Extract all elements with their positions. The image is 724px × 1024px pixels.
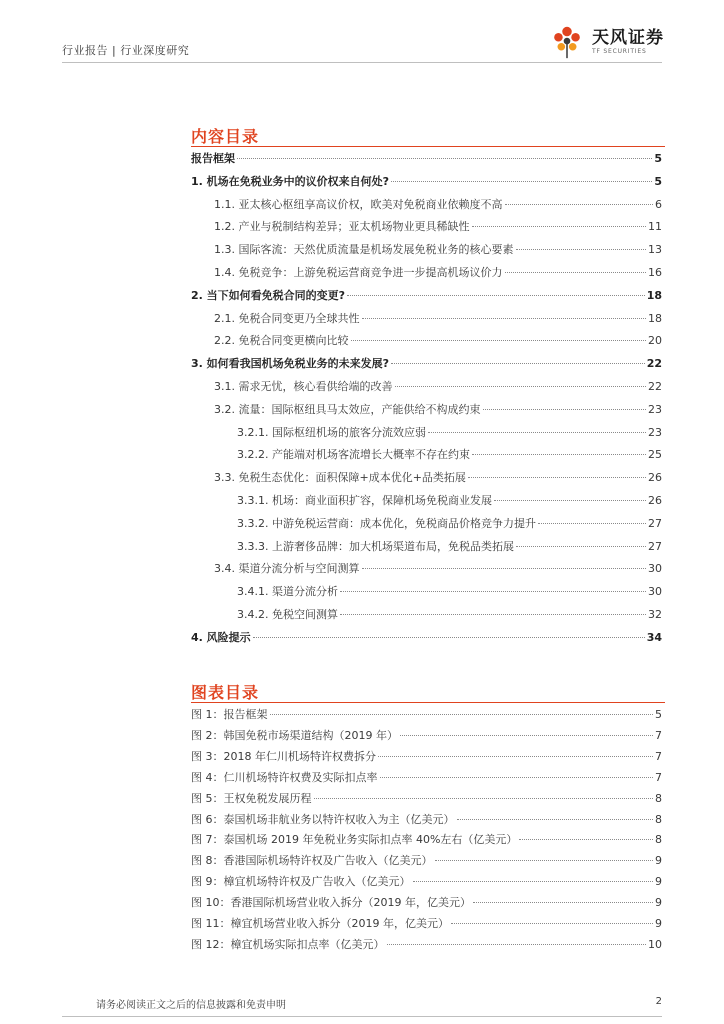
contents-label: 3.4.1. 渠道分流分析 <box>237 585 338 599</box>
dot-leader <box>340 591 646 592</box>
dot-leader <box>237 158 652 159</box>
contents-page-number: 23 <box>648 425 662 439</box>
contents-page-number: 23 <box>648 402 662 416</box>
contents-label: 3.1. 需求无忧，核心看供给端的改善 <box>214 380 393 393</box>
figures-page-number: 7 <box>655 749 662 763</box>
dot-leader <box>516 249 647 250</box>
contents-page-number: 34 <box>646 630 662 644</box>
figures-label: 图 6：泰国机场非航业务以特许权收入为主（亿美元） <box>191 812 455 826</box>
contents-label: 3.4. 渠道分流分析与空间测算 <box>214 562 360 576</box>
contents-row[interactable] <box>214 198 662 212</box>
figures-page-number: 8 <box>655 812 662 826</box>
contents-page-number: 26 <box>648 494 662 507</box>
contents-row[interactable] <box>214 403 662 417</box>
page-number: 2 <box>655 996 662 1007</box>
contents-page-number: 30 <box>648 562 662 576</box>
contents-row[interactable] <box>191 289 662 303</box>
dot-leader <box>435 860 654 861</box>
contents-row[interactable] <box>237 426 662 440</box>
contents-row[interactable] <box>237 585 662 599</box>
figures-row[interactable] <box>191 938 662 952</box>
figures-page-number: 9 <box>655 875 662 889</box>
contents-title: 内容目录 <box>191 127 260 146</box>
contents-row[interactable] <box>214 471 662 485</box>
figures-page-number: 8 <box>655 791 662 805</box>
dot-leader <box>538 523 646 524</box>
contents-page-number: 20 <box>648 334 662 348</box>
contents-page-number: 18 <box>646 288 662 302</box>
contents-row[interactable] <box>237 494 662 508</box>
dot-leader <box>413 881 654 882</box>
contents-row[interactable] <box>191 357 662 371</box>
dot-leader <box>270 714 654 715</box>
footer-disclaimer: 请务必阅读正文之后的信息披露和免责申明 <box>96 1000 286 1011</box>
company-logo <box>548 22 664 62</box>
dot-leader <box>457 819 654 820</box>
contents-page-number: 30 <box>648 585 662 599</box>
figures-label: 图 5：王权免税发展历程 <box>191 791 312 805</box>
contents-row[interactable] <box>237 608 662 622</box>
figures-page-number: 9 <box>655 854 662 868</box>
contents-label: 2.2. 免税合同变更横向比较 <box>214 334 349 348</box>
dot-leader <box>472 226 647 227</box>
flower-logo-icon <box>548 23 586 61</box>
figures-row[interactable] <box>191 896 662 910</box>
contents-page-number: 13 <box>648 243 662 257</box>
figures-label: 图 9：樟宜机场特许权及广告收入（亿美元） <box>191 875 411 889</box>
dot-leader <box>519 839 653 840</box>
dot-leader <box>516 546 646 547</box>
dot-leader <box>400 735 653 736</box>
contents-label: 3.2. 流量：国际枢纽具马太效应，产能供给不构成约束 <box>214 402 481 416</box>
figures-label: 图 7：泰国机场 2019 年免税业务实际扣点率 40%左右（亿美元） <box>191 833 518 847</box>
contents-page-number: 32 <box>648 608 662 621</box>
contents-label: 3.3.3. 上游奢侈品牌：加大机场渠道布局，免税品类拓展 <box>237 539 514 553</box>
contents-row[interactable] <box>214 334 662 348</box>
figures-row[interactable] <box>191 917 662 931</box>
contents-label: 3.4.2. 免税空间测算 <box>237 608 338 621</box>
figures-page-number: 7 <box>655 728 662 742</box>
contents-row[interactable] <box>214 243 662 257</box>
figures-row[interactable] <box>191 771 662 785</box>
contents-title-rule <box>191 146 665 147</box>
header-rule <box>62 62 662 63</box>
figures-page-number: 9 <box>655 917 662 930</box>
dot-leader <box>380 777 654 778</box>
contents-page-number: 27 <box>648 539 662 553</box>
dot-leader <box>253 637 645 638</box>
dot-leader <box>472 454 646 455</box>
figures-row[interactable] <box>191 792 662 806</box>
contents-row[interactable] <box>214 266 662 280</box>
figures-label: 图 1：报告框架 <box>191 708 268 721</box>
header-breadcrumb: 行业报告 | 行业深度研究 <box>62 44 190 57</box>
figures-row[interactable] <box>191 875 662 889</box>
contents-label: 3. 如何看我国机场免税业务的未来发展? <box>191 357 390 371</box>
contents-page-number: 22 <box>648 380 662 393</box>
dot-leader <box>340 614 646 615</box>
dot-leader <box>428 432 646 433</box>
figures-row[interactable] <box>191 813 662 827</box>
figures-page-number: 9 <box>655 896 662 910</box>
dot-leader <box>387 944 647 945</box>
contents-label: 1.4. 免税竞争：上游免税运营商竞争进一步提高机场议价力 <box>214 266 503 279</box>
contents-page-number: 26 <box>648 471 662 485</box>
contents-page-number: 22 <box>646 357 662 371</box>
figures-label: 图 12：樟宜机场实际扣点率（亿美元） <box>191 937 385 951</box>
dot-leader <box>505 272 647 273</box>
logo-name: 天风证券 <box>592 27 664 48</box>
contents-label: 1.3. 国际客流：天然优质流量是机场发展免税业务的核心要素 <box>214 243 514 257</box>
dot-leader <box>483 409 647 410</box>
figures-row[interactable] <box>191 708 662 722</box>
dot-leader <box>395 386 647 387</box>
contents-row[interactable] <box>191 152 662 166</box>
contents-page-number: 25 <box>648 448 662 462</box>
contents-label: 2. 当下如何看免税合同的变更? <box>191 288 346 302</box>
contents-page-number: 18 <box>648 311 662 325</box>
dot-leader <box>378 756 653 757</box>
figures-label: 图 3：2018 年仁川机场特许权费拆分 <box>191 749 376 763</box>
figures-title: 图表目录 <box>191 683 260 702</box>
figures-row[interactable] <box>191 729 662 743</box>
contents-page-number: 6 <box>655 197 662 211</box>
contents-label: 1. 机场在免税业务中的议价权来自何处? <box>191 174 390 188</box>
dot-leader <box>362 568 647 569</box>
contents-page-number: 5 <box>654 174 662 188</box>
contents-row[interactable] <box>237 517 662 531</box>
contents-row[interactable] <box>214 312 662 326</box>
contents-page-number: 27 <box>648 516 662 530</box>
dot-leader <box>347 295 645 296</box>
contents-row[interactable] <box>237 448 662 462</box>
contents-row[interactable] <box>214 220 662 234</box>
dot-leader <box>391 181 652 182</box>
dot-leader <box>468 477 646 478</box>
figures-label: 图 8：香港国际机场特许权及广告收入（亿美元） <box>191 854 433 868</box>
figures-page-number: 5 <box>655 708 662 721</box>
dot-leader <box>351 340 647 341</box>
figures-label: 图 10：香港国际机场营业收入拆分（2019 年，亿美元） <box>191 896 471 910</box>
figures-page-number: 8 <box>655 833 662 847</box>
contents-row[interactable] <box>214 562 662 576</box>
contents-page-number: 5 <box>654 152 662 165</box>
contents-label: 4. 风险提示 <box>191 630 251 644</box>
logo-english-name: TF SECURITIES <box>592 47 647 55</box>
contents-label: 3.3. 免税生态优化：面积保障+成本优化+品类拓展 <box>214 471 466 485</box>
contents-label: 3.3.2. 中游免税运营商：成本优化，免税商品价格竞争力提升 <box>237 516 536 530</box>
dot-leader <box>505 204 654 205</box>
dot-leader <box>362 318 647 319</box>
contents-label: 3.3.1. 机场：商业面积扩容，保障机场免税商业发展 <box>237 494 492 507</box>
figures-label: 图 4：仁川机场特许权费及实际扣点率 <box>191 770 378 784</box>
dot-leader <box>391 363 645 364</box>
figures-title-rule <box>191 702 665 703</box>
contents-page-number: 11 <box>648 220 662 234</box>
contents-label: 3.2.1. 国际枢纽机场的旅客分流效应弱 <box>237 425 426 439</box>
contents-label: 1.1. 亚太核心枢纽享高议价权，欧美对免税商业依赖度不高 <box>214 197 503 211</box>
footer-rule <box>62 1016 662 1017</box>
figures-row[interactable] <box>191 833 662 847</box>
dot-leader <box>314 798 654 799</box>
figures-page-number: 10 <box>648 937 662 951</box>
contents-row[interactable] <box>191 631 662 645</box>
contents-label: 报告框架 <box>191 152 235 165</box>
contents-page-number: 16 <box>648 266 662 279</box>
figures-row[interactable] <box>191 750 662 764</box>
figures-row[interactable] <box>191 854 662 868</box>
figures-page-number: 7 <box>655 770 662 784</box>
contents-row[interactable] <box>214 380 662 394</box>
contents-label: 1.2. 产业与税制结构差异；亚太机场物业更具稀缺性 <box>214 220 470 234</box>
dot-leader <box>494 500 646 501</box>
contents-label: 2.1. 免税合同变更乃全球共性 <box>214 311 360 325</box>
dot-leader <box>473 902 653 903</box>
contents-label: 3.2.2. 产能端对机场客流增长大概率不存在约束 <box>237 448 470 462</box>
contents-row[interactable] <box>191 175 662 189</box>
contents-row[interactable] <box>237 540 662 554</box>
figures-label: 图 11：樟宜机场营业收入拆分（2019 年，亿美元） <box>191 917 449 930</box>
figures-label: 图 2：韩国免税市场渠道结构（2019 年） <box>191 728 398 742</box>
dot-leader <box>451 923 653 924</box>
